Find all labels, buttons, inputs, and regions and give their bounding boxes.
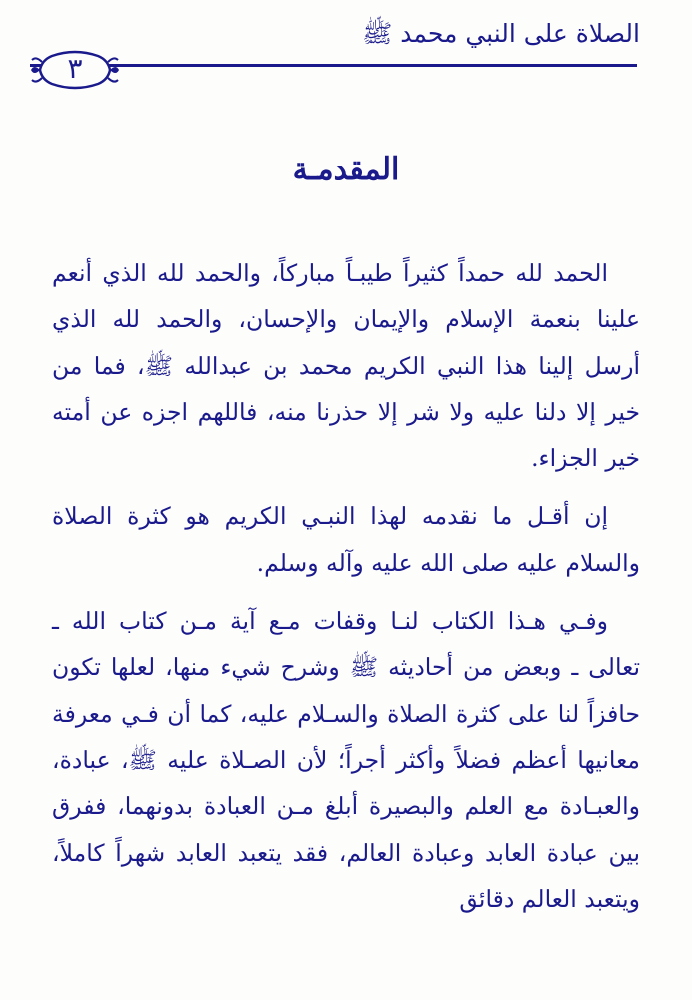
header-rule <box>30 64 637 67</box>
section-title: المقدمـة <box>292 152 400 187</box>
running-header-title: الصلاة على النبي محمد ﷺ <box>362 19 640 48</box>
page-number: ٣ <box>67 52 83 85</box>
paragraph: وفـي هـذا الكتاب لنـا وقفات مـع آية مـن كتاب الله ـ تعالى ـ وبعض من أحاديثه ﷺ وشرح شيء منها، لعلها تكون حافزاً لنا على كثرة الصلاة والسـلام عليه، كما أن فـي معرفة معانيها أعظم فضلاً وأكثر أجراً؛ لأن الصـلاة عليه ﷺ، عبادة، والعبـادة مع العلم والبصيرة أبلغ مـن العبادة بدونهما، ففرق بين عبادة العابد وعبادة العالم، فقد يتعبد العابد شهراً كاملاً، ويتعبد العالم دقائق <box>52 607 640 913</box>
body-text <box>52 250 640 922</box>
paragraph: الحمد لله حمداً كثيراً طيبـاً مباركاً، والحمد لله الذي أنعم علينا بنعمة الإسلام والإيمان والإحسان، والحمد لله الذي أرسل إلينا هذا النبي الكريم محمد بن عبدالله ﷺ، فما من خير إلا دلنا عليه ولا شر إلا حذرنا منه، فاللهم اجزه عن أمته خير الجزاء. <box>52 259 640 473</box>
paragraph: إن أقـل ما نقدمه لهذا النبـي الكريم هو كثرة الصلاة والسلام عليه صلى الله عليه وآله وسلم. <box>52 502 640 577</box>
